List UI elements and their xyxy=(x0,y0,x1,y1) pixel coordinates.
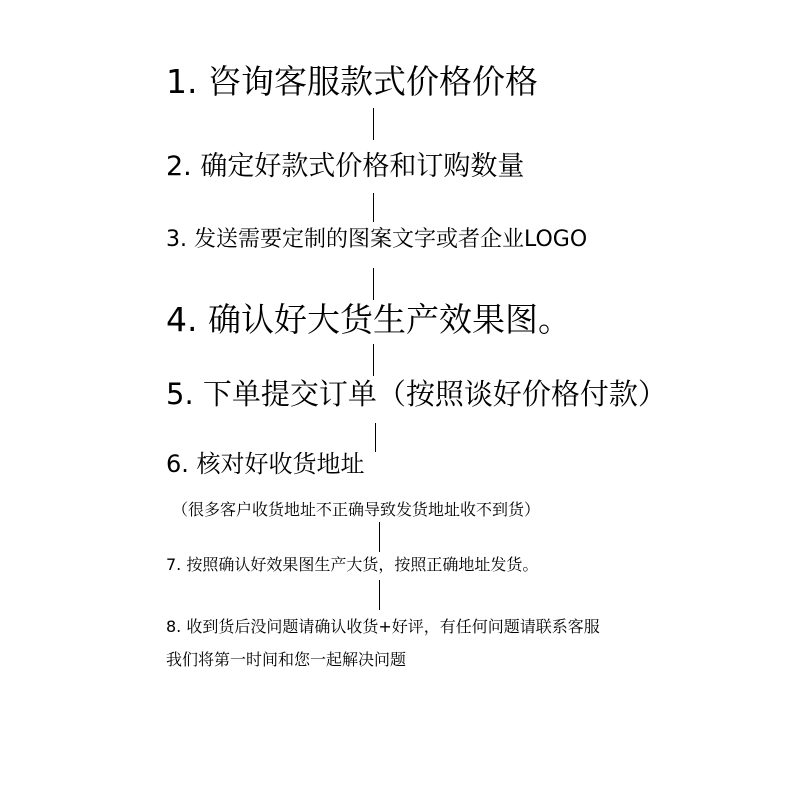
step-8-continuation: 我们将第一时间和您一起解决问题 xyxy=(166,650,407,669)
step-3-text: 3. 发送需要定制的图案文字或者企业LOGO xyxy=(166,227,588,252)
connector-line-4-5 xyxy=(373,344,374,376)
connector-line-5-6 xyxy=(375,423,376,452)
connector-line-7-8 xyxy=(379,580,380,610)
step-5-text: 5. 下单提交订单（按照谈好价格付款） xyxy=(166,377,667,411)
connector-line-3-4 xyxy=(373,268,374,300)
connector-line-6-7 xyxy=(379,522,380,552)
step-6-text: 6. 核对好收货地址 xyxy=(166,450,365,478)
connector-line-2-3 xyxy=(373,193,374,222)
step-6-note: （很多客户收货地址不正确导致发货地址收不到货） xyxy=(172,500,541,519)
step-8-text: 8. 收到货后没问题请确认收货+好评，有任何问题请联系客服 xyxy=(166,617,600,636)
connector-line-1-2 xyxy=(373,108,374,140)
step-2-text: 2. 确定好款式价格和订购数量 xyxy=(166,151,525,182)
step-4-text: 4. 确认好大货生产效果图。 xyxy=(166,300,571,339)
step-7-text: 7. 按照确认好效果图生产大货，按照正确地址发货。 xyxy=(166,555,539,574)
step-1-text: 1. 咨询客服款式价格价格 xyxy=(166,62,538,101)
